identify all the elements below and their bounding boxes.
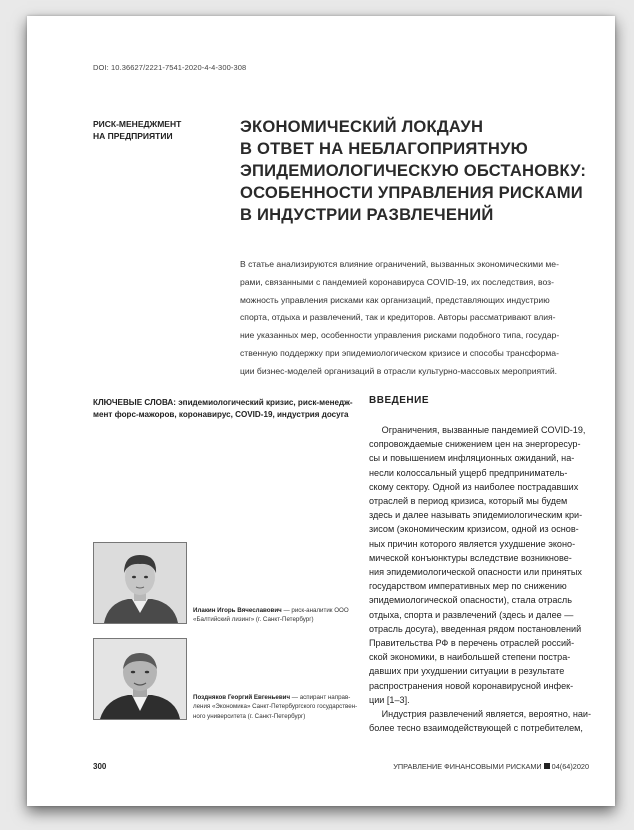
doi-line: DOI: 10.36627/2221-7541-2020-4-4-300-308 xyxy=(93,63,247,72)
body-text xyxy=(369,423,619,735)
journal-name: УПРАВЛЕНИЕ ФИНАНСОВЫМИ РИСКАМИ xyxy=(393,762,542,771)
title-line: В ИНДУСТРИИ РАЗВЛЕЧЕНИЙ xyxy=(240,205,494,224)
article-title xyxy=(240,116,620,226)
body-line: несли колоссальный ущерб предприниматель- xyxy=(369,467,568,478)
body-line: государством императивных мер по снижению xyxy=(369,581,567,592)
author-photo-pozdnyakov xyxy=(93,638,187,720)
keywords-line: мент форс-мажоров, коронавирус, COVID-19, индустрия досуга xyxy=(93,410,349,419)
abstract-line: В статье анализируются влияние ограничений, вызванных экономическими ме- xyxy=(240,259,559,269)
body-line: ции [1–3]. xyxy=(369,694,410,705)
author-desc: ного университета (г. Санкт-Петербург) xyxy=(193,712,306,720)
body-line: сопровождаемые снижением цен на энергоресур- xyxy=(369,439,581,450)
author-info-pozdnyakov xyxy=(193,693,361,721)
body-line: Правительства РФ в перечень отраслей россий- xyxy=(369,638,575,649)
section-line: НА ПРЕДПРИЯТИИ xyxy=(93,131,173,141)
author-desc: — риск-аналитик ООО xyxy=(283,607,349,614)
keywords xyxy=(93,397,355,421)
body-line: Индустрия развлечений является, вероятно, наи- xyxy=(369,709,592,720)
abstract-line: рами, связанными с пандемией коронавируса COVID-19, их последствия, воз- xyxy=(240,276,554,287)
section-heading xyxy=(93,118,213,142)
journal-page xyxy=(27,16,615,806)
body-line: отраслей в период кризиса, который мы будем xyxy=(369,496,568,507)
author-name: Илакин Игорь Вячеславович xyxy=(193,607,282,614)
body-line: зисом (экономическим кризисом, одной из основ- xyxy=(369,524,579,535)
keywords-line: КЛЮЧЕВЫЕ СЛОВА: эпидемиологический кризис, риск-менедж- xyxy=(93,398,353,407)
abstract-line: ние указанных мер, особенности управления рисками подобного типа, государ- xyxy=(240,330,560,341)
page-number: 300 xyxy=(93,762,107,771)
body-line: мической конъюнктуры вследствие возникнове- xyxy=(369,552,572,563)
author-desc: — аспирант направ- xyxy=(291,694,351,701)
author-name: Поздняков Георгий Евгеньевич xyxy=(193,694,291,701)
body-line: отдыха, спорта и развлечений (здесь и далее — xyxy=(369,609,574,620)
body-line: давших при ухудшении ситуации в результате xyxy=(369,666,565,677)
body-line: ных причин которого является ухудшение эконо- xyxy=(369,538,576,549)
body-line: сы и повышением инфляционных ожиданий, на- xyxy=(369,453,575,464)
section-line: РИСК-МЕНЕДЖМЕНТ xyxy=(93,119,182,129)
body-line: распространения новой коронавирусной инфек- xyxy=(369,680,574,691)
body-line: здесь и далее называть эпидемиологическим кри- xyxy=(369,510,583,521)
abstract xyxy=(240,256,612,381)
square-separator-icon xyxy=(544,763,550,769)
body-line: ния эпидемиологической опасности или принятых xyxy=(369,567,582,578)
abstract-line: можность управления рисками как организаций, представляющих индустрию xyxy=(240,294,550,305)
body-line: Ограничения, вызванные пандемией COVID-19, xyxy=(369,425,586,435)
author-info-ilakin xyxy=(193,606,361,625)
body-line: отрасль досуга), введенная рядом постановлений xyxy=(369,623,582,634)
intro-heading: ВВЕДЕНИЕ xyxy=(369,395,429,406)
title-line: ОСОБЕННОСТИ УПРАВЛЕНИЯ РИСКАМИ xyxy=(240,183,583,202)
author-desc: ления «Экономика» Санкт-Петербургского государствен- xyxy=(193,703,358,711)
abstract-line: ции бизнес-моделей организаций в отрасли культурно-массовых мероприятий. xyxy=(240,365,558,376)
body-line: скому сектору. Одной из наиболее пострадавших xyxy=(369,481,579,492)
abstract-line: спорта, отдыха и развлечений, так и кредиторов. Авторы рассматривают влия- xyxy=(240,312,556,323)
title-line: ЭКОНОМИЧЕСКИЙ ЛОКДАУН xyxy=(240,117,484,136)
abstract-line: ственную поддержку при эпидемиологическом кризисе и способы трансформа- xyxy=(240,347,559,358)
body-line: более тесно взаимодействующей с потребителем, xyxy=(369,723,583,734)
body-line: ской экономики, в наибольшей степени постра- xyxy=(369,652,571,663)
title-line: В ОТВЕТ НА НЕБЛАГОПРИЯТНУЮ xyxy=(240,139,528,158)
journal-issue: 04(64)2020 xyxy=(551,762,589,771)
title-line: ЭПИДЕМИОЛОГИЧЕСКУЮ ОБСТАНОВКУ: xyxy=(240,161,587,180)
journal-footer xyxy=(393,762,589,771)
author-photo-ilakin xyxy=(93,542,187,624)
author-desc: «Балтийский лизинг» (г. Санкт-Петербург) xyxy=(193,616,314,624)
body-line: эпидемиологической опасности), стала отрасль xyxy=(369,595,572,606)
